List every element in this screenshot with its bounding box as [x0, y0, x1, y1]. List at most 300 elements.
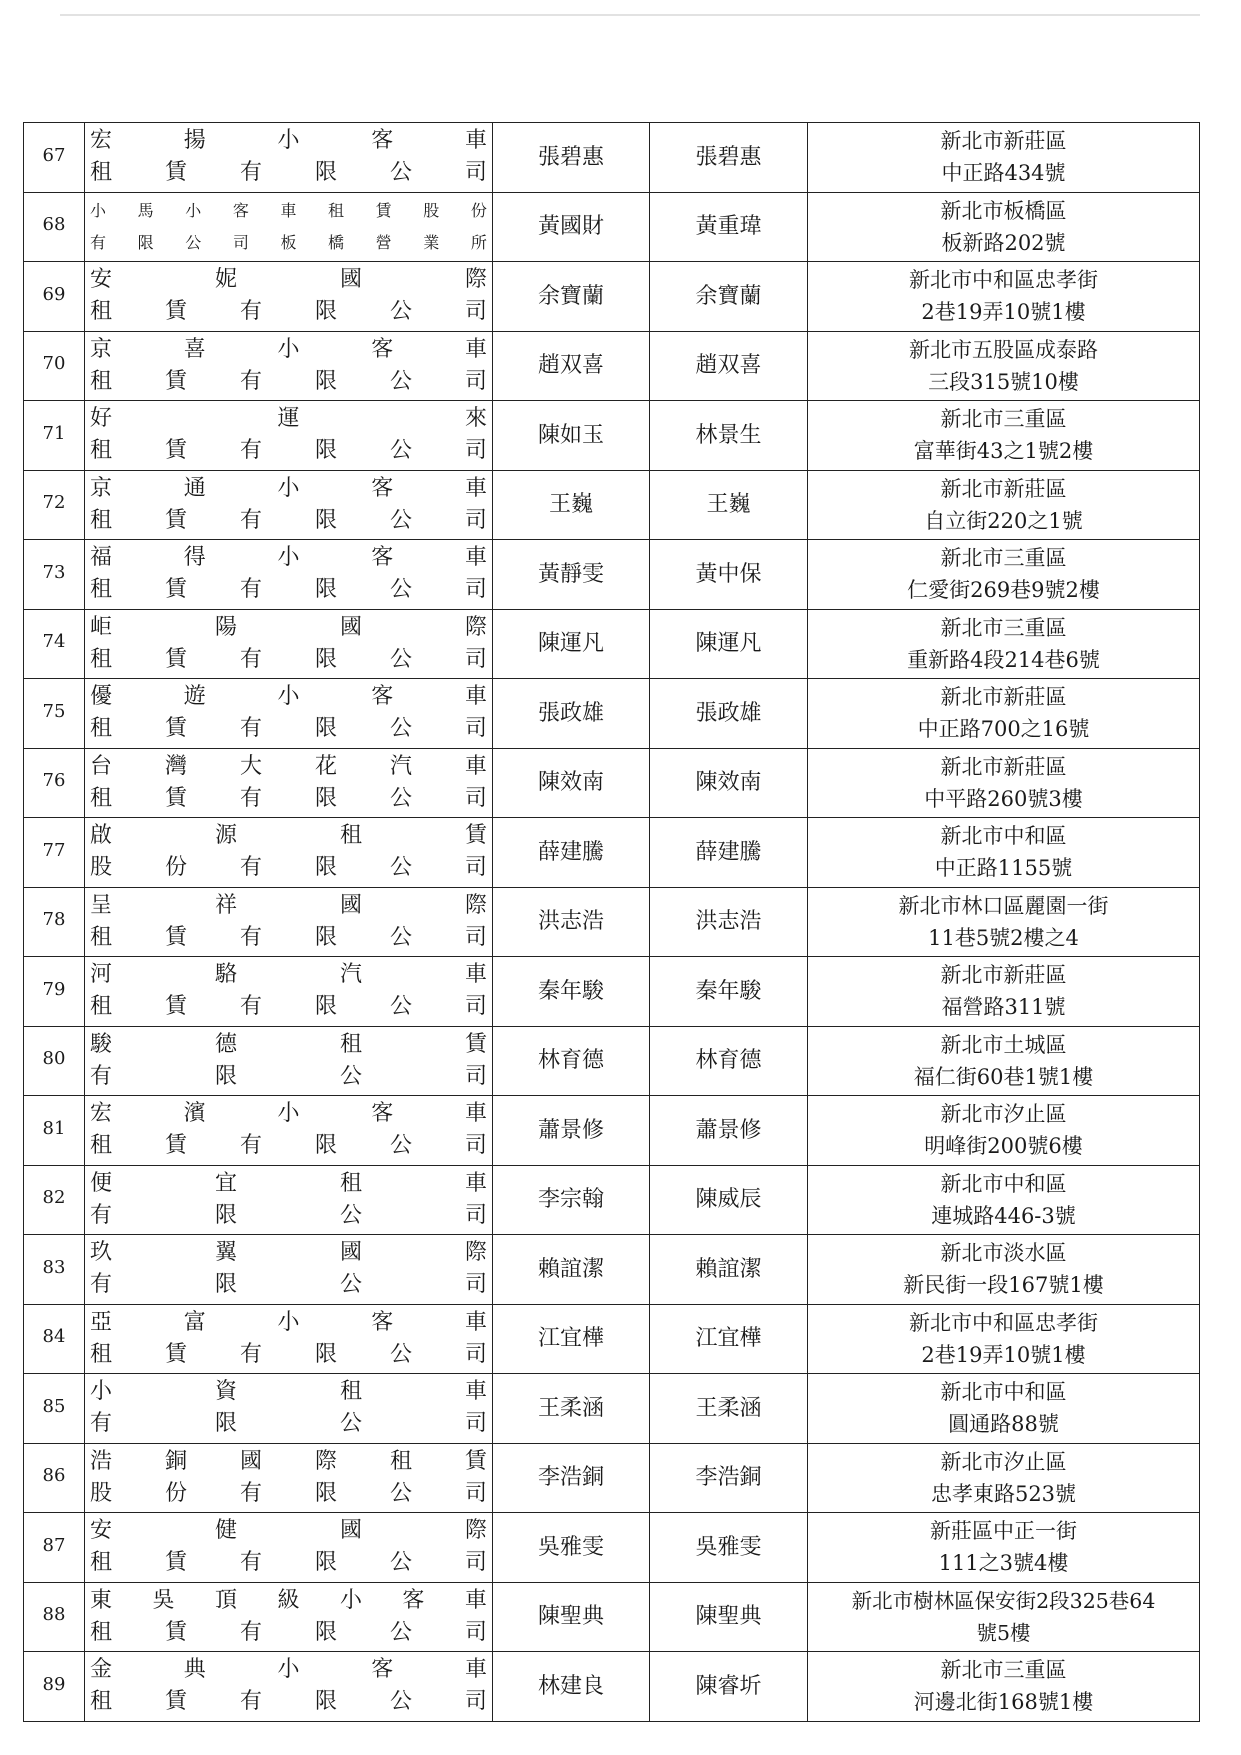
address-cell: [808, 470, 1200, 540]
name-char: 客: [402, 1587, 425, 1613]
name-char: 車: [464, 545, 487, 571]
name-char: 駿: [90, 1031, 113, 1057]
name-char: 有: [239, 299, 262, 325]
company-name-cell: [85, 331, 493, 401]
name-char: 公: [389, 160, 412, 186]
name-char: 賃: [164, 507, 187, 533]
address-line-1: 新北市中和區忠孝街: [909, 268, 1098, 293]
company-name-line: [90, 1617, 487, 1649]
address-line-1: 新北市五股區成泰路: [909, 337, 1098, 362]
company-name-line: [90, 1307, 487, 1339]
name-char: 小: [90, 1379, 113, 1405]
name-char: 優: [90, 684, 113, 710]
representative-name: 陳如玉: [493, 401, 650, 471]
table-row: [24, 679, 1200, 749]
name-char: 車: [464, 336, 487, 362]
address-cell: [808, 331, 1200, 401]
manager-name: 陳威辰: [650, 1165, 808, 1235]
table-row: [24, 1374, 1200, 1444]
name-char: 司: [464, 785, 487, 811]
address-cell: [808, 887, 1200, 957]
company-name-line: [90, 1098, 487, 1130]
name-char: 租: [90, 1341, 113, 1367]
name-char: 限: [314, 299, 337, 325]
name-char: 好: [90, 406, 113, 432]
representative-name: 吳雅雯: [493, 1513, 650, 1583]
name-char: 小: [277, 1101, 300, 1127]
name-char: 福: [90, 545, 113, 571]
name-char: 公: [389, 1689, 412, 1715]
name-char: 租: [389, 1448, 412, 1474]
name-char: 公: [339, 1202, 362, 1228]
company-name-line: [90, 713, 487, 745]
company-name-line: [90, 1061, 487, 1093]
name-char: 橋: [328, 232, 345, 252]
row-number: 67: [24, 123, 85, 193]
manager-name: 陳聖典: [650, 1582, 808, 1652]
name-char: 國: [339, 1518, 362, 1544]
company-name-cell: [85, 470, 493, 540]
name-char: 有: [239, 1341, 262, 1367]
name-char: 有: [90, 1202, 113, 1228]
name-char: 限: [314, 785, 337, 811]
name-char: 限: [314, 994, 337, 1020]
name-char: 客: [371, 684, 394, 710]
manager-name: 林育德: [650, 1026, 808, 1096]
company-name-line: [90, 1408, 487, 1440]
name-char: 東: [90, 1587, 113, 1613]
address-line-2: 板新路202號: [941, 230, 1066, 255]
name-char: 限: [214, 1272, 237, 1298]
name-char: 國: [339, 267, 362, 293]
address-cell: [808, 1374, 1200, 1444]
company-name-line: [90, 125, 487, 157]
company-name-cell: [85, 1304, 493, 1374]
company-name-line: [90, 505, 487, 537]
row-number: 70: [24, 331, 85, 401]
address-line-2: 圓通路88號: [948, 1412, 1059, 1437]
row-number: 68: [24, 192, 85, 262]
name-char: 有: [239, 438, 262, 464]
address-line-1: 新北市板橋區: [940, 198, 1067, 223]
table-row: [24, 123, 1200, 193]
name-char: 板: [280, 232, 297, 252]
address-line-1: 新北市新莊區: [940, 129, 1067, 154]
company-name-line: [90, 681, 487, 713]
name-char: 有: [90, 1411, 113, 1437]
name-char: 車: [280, 200, 297, 220]
company-name-line: [90, 612, 487, 644]
name-char: 賃: [164, 1619, 187, 1645]
manager-name: 陳效南: [650, 748, 808, 818]
company-name-line: [90, 991, 487, 1023]
representative-name: 洪志浩: [493, 887, 650, 957]
address-cell: [808, 957, 1200, 1027]
table-row: [24, 192, 1200, 262]
manager-name: 陳運凡: [650, 609, 808, 679]
name-char: 限: [314, 1619, 337, 1645]
name-char: 小: [277, 545, 300, 571]
name-char: 小: [277, 684, 300, 710]
address-line-2: 2巷19弄10號1樓: [921, 300, 1086, 325]
name-char: 租: [90, 785, 113, 811]
company-name-line: [90, 1478, 487, 1510]
company-name-line: [90, 1376, 487, 1408]
name-char: 賃: [164, 1133, 187, 1159]
name-char: 頂: [214, 1587, 237, 1613]
address-line-2: 忠孝東路523號: [930, 1481, 1077, 1506]
address-line-1: 新北市中和區: [940, 1380, 1067, 1405]
name-char: 司: [464, 160, 487, 186]
name-char: 份: [164, 1480, 187, 1506]
name-char: 濱: [183, 1101, 206, 1127]
table-row: [24, 609, 1200, 679]
name-char: 賃: [164, 299, 187, 325]
address-line-1: 新莊區中正一街: [930, 1519, 1077, 1544]
manager-name: 黃重瑋: [650, 192, 808, 262]
company-name-line: [90, 1269, 487, 1301]
name-char: 公: [389, 299, 412, 325]
name-char: 際: [314, 1448, 337, 1474]
company-name-cell: [85, 748, 493, 818]
name-char: 德: [214, 1031, 237, 1057]
address-cell: [808, 1165, 1200, 1235]
name-char: 宏: [90, 128, 113, 154]
name-char: 有: [239, 1480, 262, 1506]
address-line-2: 富華街43之1號2樓: [913, 439, 1094, 464]
name-char: 限: [314, 1133, 337, 1159]
name-char: 司: [464, 1619, 487, 1645]
name-char: 健: [214, 1518, 237, 1544]
company-name-line: [90, 334, 487, 366]
address-cell: [808, 192, 1200, 262]
company-name-line: [90, 1686, 487, 1718]
row-number: 72: [24, 470, 85, 540]
name-char: 際: [464, 1240, 487, 1266]
name-char: 租: [90, 646, 113, 672]
name-char: 駱: [214, 962, 237, 988]
address-line-1: 新北市中和區: [940, 824, 1067, 849]
address-line-1: 新北市林口區麗園一街: [898, 893, 1109, 918]
name-char: 際: [464, 614, 487, 640]
name-char: 運: [277, 406, 300, 432]
name-char: 賃: [375, 200, 392, 220]
representative-name: 薛建騰: [493, 818, 650, 888]
name-char: 租: [90, 299, 113, 325]
name-char: 賃: [464, 1031, 487, 1057]
name-char: 限: [214, 1202, 237, 1228]
name-char: 司: [464, 1063, 487, 1089]
name-char: 富: [183, 1309, 206, 1335]
address-line-1: 新北市淡水區: [940, 1241, 1067, 1266]
name-char: 車: [464, 1101, 487, 1127]
name-char: 限: [314, 1550, 337, 1576]
name-char: 際: [464, 267, 487, 293]
name-char: 限: [314, 577, 337, 603]
representative-name: 王柔涵: [493, 1374, 650, 1444]
manager-name: 張碧惠: [650, 123, 808, 193]
company-name-cell: [85, 679, 493, 749]
table-row: [24, 1443, 1200, 1513]
manager-name: 王柔涵: [650, 1374, 808, 1444]
representative-name: 余寶蘭: [493, 262, 650, 332]
name-char: 司: [464, 368, 487, 394]
name-char: 國: [339, 1240, 362, 1266]
address-line-2: 河邊北街168號1樓: [913, 1690, 1094, 1715]
table-row: [24, 1304, 1200, 1374]
name-char: 車: [464, 1587, 487, 1613]
name-char: 司: [464, 646, 487, 672]
name-char: 源: [214, 823, 237, 849]
name-char: 司: [464, 716, 487, 742]
name-char: 租: [90, 1619, 113, 1645]
manager-name: 吳雅雯: [650, 1513, 808, 1583]
name-char: 限: [314, 438, 337, 464]
name-char: 業: [423, 232, 440, 252]
name-char: 租: [90, 1689, 113, 1715]
name-char: 租: [90, 1550, 113, 1576]
table-row: [24, 331, 1200, 401]
row-number: 76: [24, 748, 85, 818]
name-char: 京: [90, 336, 113, 362]
name-char: 客: [371, 336, 394, 362]
table-row: [24, 887, 1200, 957]
row-number: 84: [24, 1304, 85, 1374]
name-char: 陽: [214, 614, 237, 640]
address-line-2: 中正路434號: [941, 161, 1066, 186]
name-char: 金: [90, 1657, 113, 1683]
manager-name: 林景生: [650, 401, 808, 471]
company-name-cell: [85, 1165, 493, 1235]
name-char: 營: [375, 232, 392, 252]
name-char: 有: [90, 232, 107, 252]
address-line-1: 新北市新莊區: [940, 685, 1067, 710]
representative-name: 秦年駿: [493, 957, 650, 1027]
company-name-cell: [85, 540, 493, 610]
representative-name: 陳聖典: [493, 1582, 650, 1652]
name-char: 限: [314, 855, 337, 881]
address-cell: [808, 1026, 1200, 1096]
representative-name: 陳效南: [493, 748, 650, 818]
name-char: 租: [90, 924, 113, 950]
name-char: 租: [90, 438, 113, 464]
table-row: [24, 470, 1200, 540]
name-char: 灣: [164, 753, 187, 779]
name-char: 小: [277, 128, 300, 154]
manager-name: 黃中保: [650, 540, 808, 610]
name-char: 典: [183, 1657, 206, 1683]
company-name-line: [90, 852, 487, 884]
name-char: 租: [339, 1170, 362, 1196]
company-name-line: [90, 195, 487, 227]
name-char: 車: [464, 753, 487, 779]
representative-name: 趙双喜: [493, 331, 650, 401]
name-char: 岠: [90, 614, 113, 640]
address-line-2: 重新路4段214巷6號: [907, 647, 1100, 672]
name-char: 小: [277, 1309, 300, 1335]
name-char: 司: [464, 924, 487, 950]
name-char: 司: [464, 438, 487, 464]
representative-name: 張碧惠: [493, 123, 650, 193]
name-char: 租: [339, 823, 362, 849]
address-cell: [808, 1235, 1200, 1305]
name-char: 客: [371, 1101, 394, 1127]
row-number: 88: [24, 1582, 85, 1652]
table-row: [24, 262, 1200, 332]
company-name-cell: [85, 192, 493, 262]
address-cell: [808, 1096, 1200, 1166]
name-char: 車: [464, 475, 487, 501]
name-char: 賃: [164, 924, 187, 950]
name-char: 司: [464, 1133, 487, 1159]
name-char: 公: [389, 1133, 412, 1159]
address-line-1: 新北市中和區: [940, 1171, 1067, 1196]
row-number: 79: [24, 957, 85, 1027]
row-number: 74: [24, 609, 85, 679]
name-char: 限: [314, 646, 337, 672]
company-name-cell: [85, 401, 493, 471]
name-char: 租: [90, 994, 113, 1020]
manager-name: 江宜樺: [650, 1304, 808, 1374]
table-row: [24, 540, 1200, 610]
row-number: 80: [24, 1026, 85, 1096]
name-char: 有: [239, 1550, 262, 1576]
name-char: 大: [239, 753, 262, 779]
name-char: 公: [389, 1619, 412, 1645]
name-char: 股: [90, 1480, 113, 1506]
name-char: 公: [389, 855, 412, 881]
name-char: 有: [90, 1063, 113, 1089]
row-number: 81: [24, 1096, 85, 1166]
name-char: 翼: [214, 1240, 237, 1266]
address-line-2: 福營路311號: [941, 995, 1066, 1020]
manager-name: 趙双喜: [650, 331, 808, 401]
name-char: 玖: [90, 1240, 113, 1266]
name-char: 租: [90, 368, 113, 394]
name-char: 限: [314, 1480, 337, 1506]
name-char: 司: [232, 232, 249, 252]
name-char: 汽: [389, 753, 412, 779]
company-name-line: [90, 890, 487, 922]
name-char: 公: [339, 1411, 362, 1437]
name-char: 限: [137, 232, 154, 252]
address-line-1: 新北市新莊區: [940, 963, 1067, 988]
name-char: 有: [239, 855, 262, 881]
address-line-2: 三段315號10樓: [928, 369, 1079, 394]
name-char: 司: [464, 994, 487, 1020]
name-char: 有: [239, 716, 262, 742]
name-char: 安: [90, 267, 113, 293]
name-char: 賃: [164, 368, 187, 394]
name-char: 呈: [90, 892, 113, 918]
company-name-line: [90, 403, 487, 435]
name-char: 小: [277, 475, 300, 501]
company-name-line: [90, 435, 487, 467]
company-name-line: [90, 959, 487, 991]
representative-name: 江宜樺: [493, 1304, 650, 1374]
company-name-cell: [85, 887, 493, 957]
name-char: 車: [464, 1170, 487, 1196]
address-line-2: 號5樓: [976, 1620, 1031, 1645]
name-char: 司: [464, 1272, 487, 1298]
name-char: 台: [90, 753, 113, 779]
table-row: [24, 1165, 1200, 1235]
table-row: [24, 1582, 1200, 1652]
company-name-line: [90, 1029, 487, 1061]
name-char: 汽: [339, 962, 362, 988]
table-row: [24, 957, 1200, 1027]
name-char: 小: [339, 1587, 362, 1613]
name-char: 股: [423, 200, 440, 220]
name-char: 有: [239, 646, 262, 672]
name-char: 遊: [183, 684, 206, 710]
name-char: 司: [464, 1411, 487, 1437]
table-row: [24, 401, 1200, 471]
company-name-cell: [85, 1443, 493, 1513]
company-name-line: [90, 1446, 487, 1478]
table-row: [24, 1652, 1200, 1722]
table-row: [24, 1026, 1200, 1096]
name-char: 公: [389, 924, 412, 950]
name-char: 小: [185, 200, 202, 220]
representative-name: 李浩銅: [493, 1443, 650, 1513]
name-char: 公: [339, 1063, 362, 1089]
address-line-1: 新北市三重區: [940, 615, 1067, 640]
address-cell: [808, 1582, 1200, 1652]
address-line-2: 新民街一段167號1樓: [903, 1273, 1104, 1298]
address-cell: [808, 401, 1200, 471]
name-char: 車: [464, 1379, 487, 1405]
name-char: 公: [389, 785, 412, 811]
name-char: 司: [464, 1202, 487, 1228]
name-char: 來: [464, 406, 487, 432]
row-number: 82: [24, 1165, 85, 1235]
address-line-2: 福仁街60巷1號1樓: [913, 1064, 1094, 1089]
name-char: 份: [164, 855, 187, 881]
address-cell: [808, 1652, 1200, 1722]
name-char: 客: [371, 1309, 394, 1335]
manager-name: 李浩銅: [650, 1443, 808, 1513]
row-number: 86: [24, 1443, 85, 1513]
manager-name: 賴誼潔: [650, 1235, 808, 1305]
name-char: 花: [314, 753, 337, 779]
address-line-1: 新北市三重區: [940, 546, 1067, 571]
company-name-line: [90, 227, 487, 259]
company-name-line: [90, 751, 487, 783]
company-name-line: [90, 157, 487, 189]
name-char: 車: [464, 128, 487, 154]
name-char: 限: [314, 1689, 337, 1715]
address-cell: [808, 540, 1200, 610]
name-char: 客: [371, 545, 394, 571]
representative-name: 林育德: [493, 1026, 650, 1096]
company-name-line: [90, 1515, 487, 1547]
company-name-line: [90, 264, 487, 296]
company-name-cell: [85, 1026, 493, 1096]
representative-name: 陳運凡: [493, 609, 650, 679]
address-cell: [808, 818, 1200, 888]
name-char: 租: [339, 1379, 362, 1405]
table-row: [24, 818, 1200, 888]
manager-name: 洪志浩: [650, 887, 808, 957]
company-name-cell: [85, 1235, 493, 1305]
company-name-line: [90, 644, 487, 676]
name-char: 限: [214, 1063, 237, 1089]
name-char: 限: [314, 507, 337, 533]
table-row: [24, 1235, 1200, 1305]
name-char: 際: [464, 1518, 487, 1544]
name-char: 有: [239, 577, 262, 603]
